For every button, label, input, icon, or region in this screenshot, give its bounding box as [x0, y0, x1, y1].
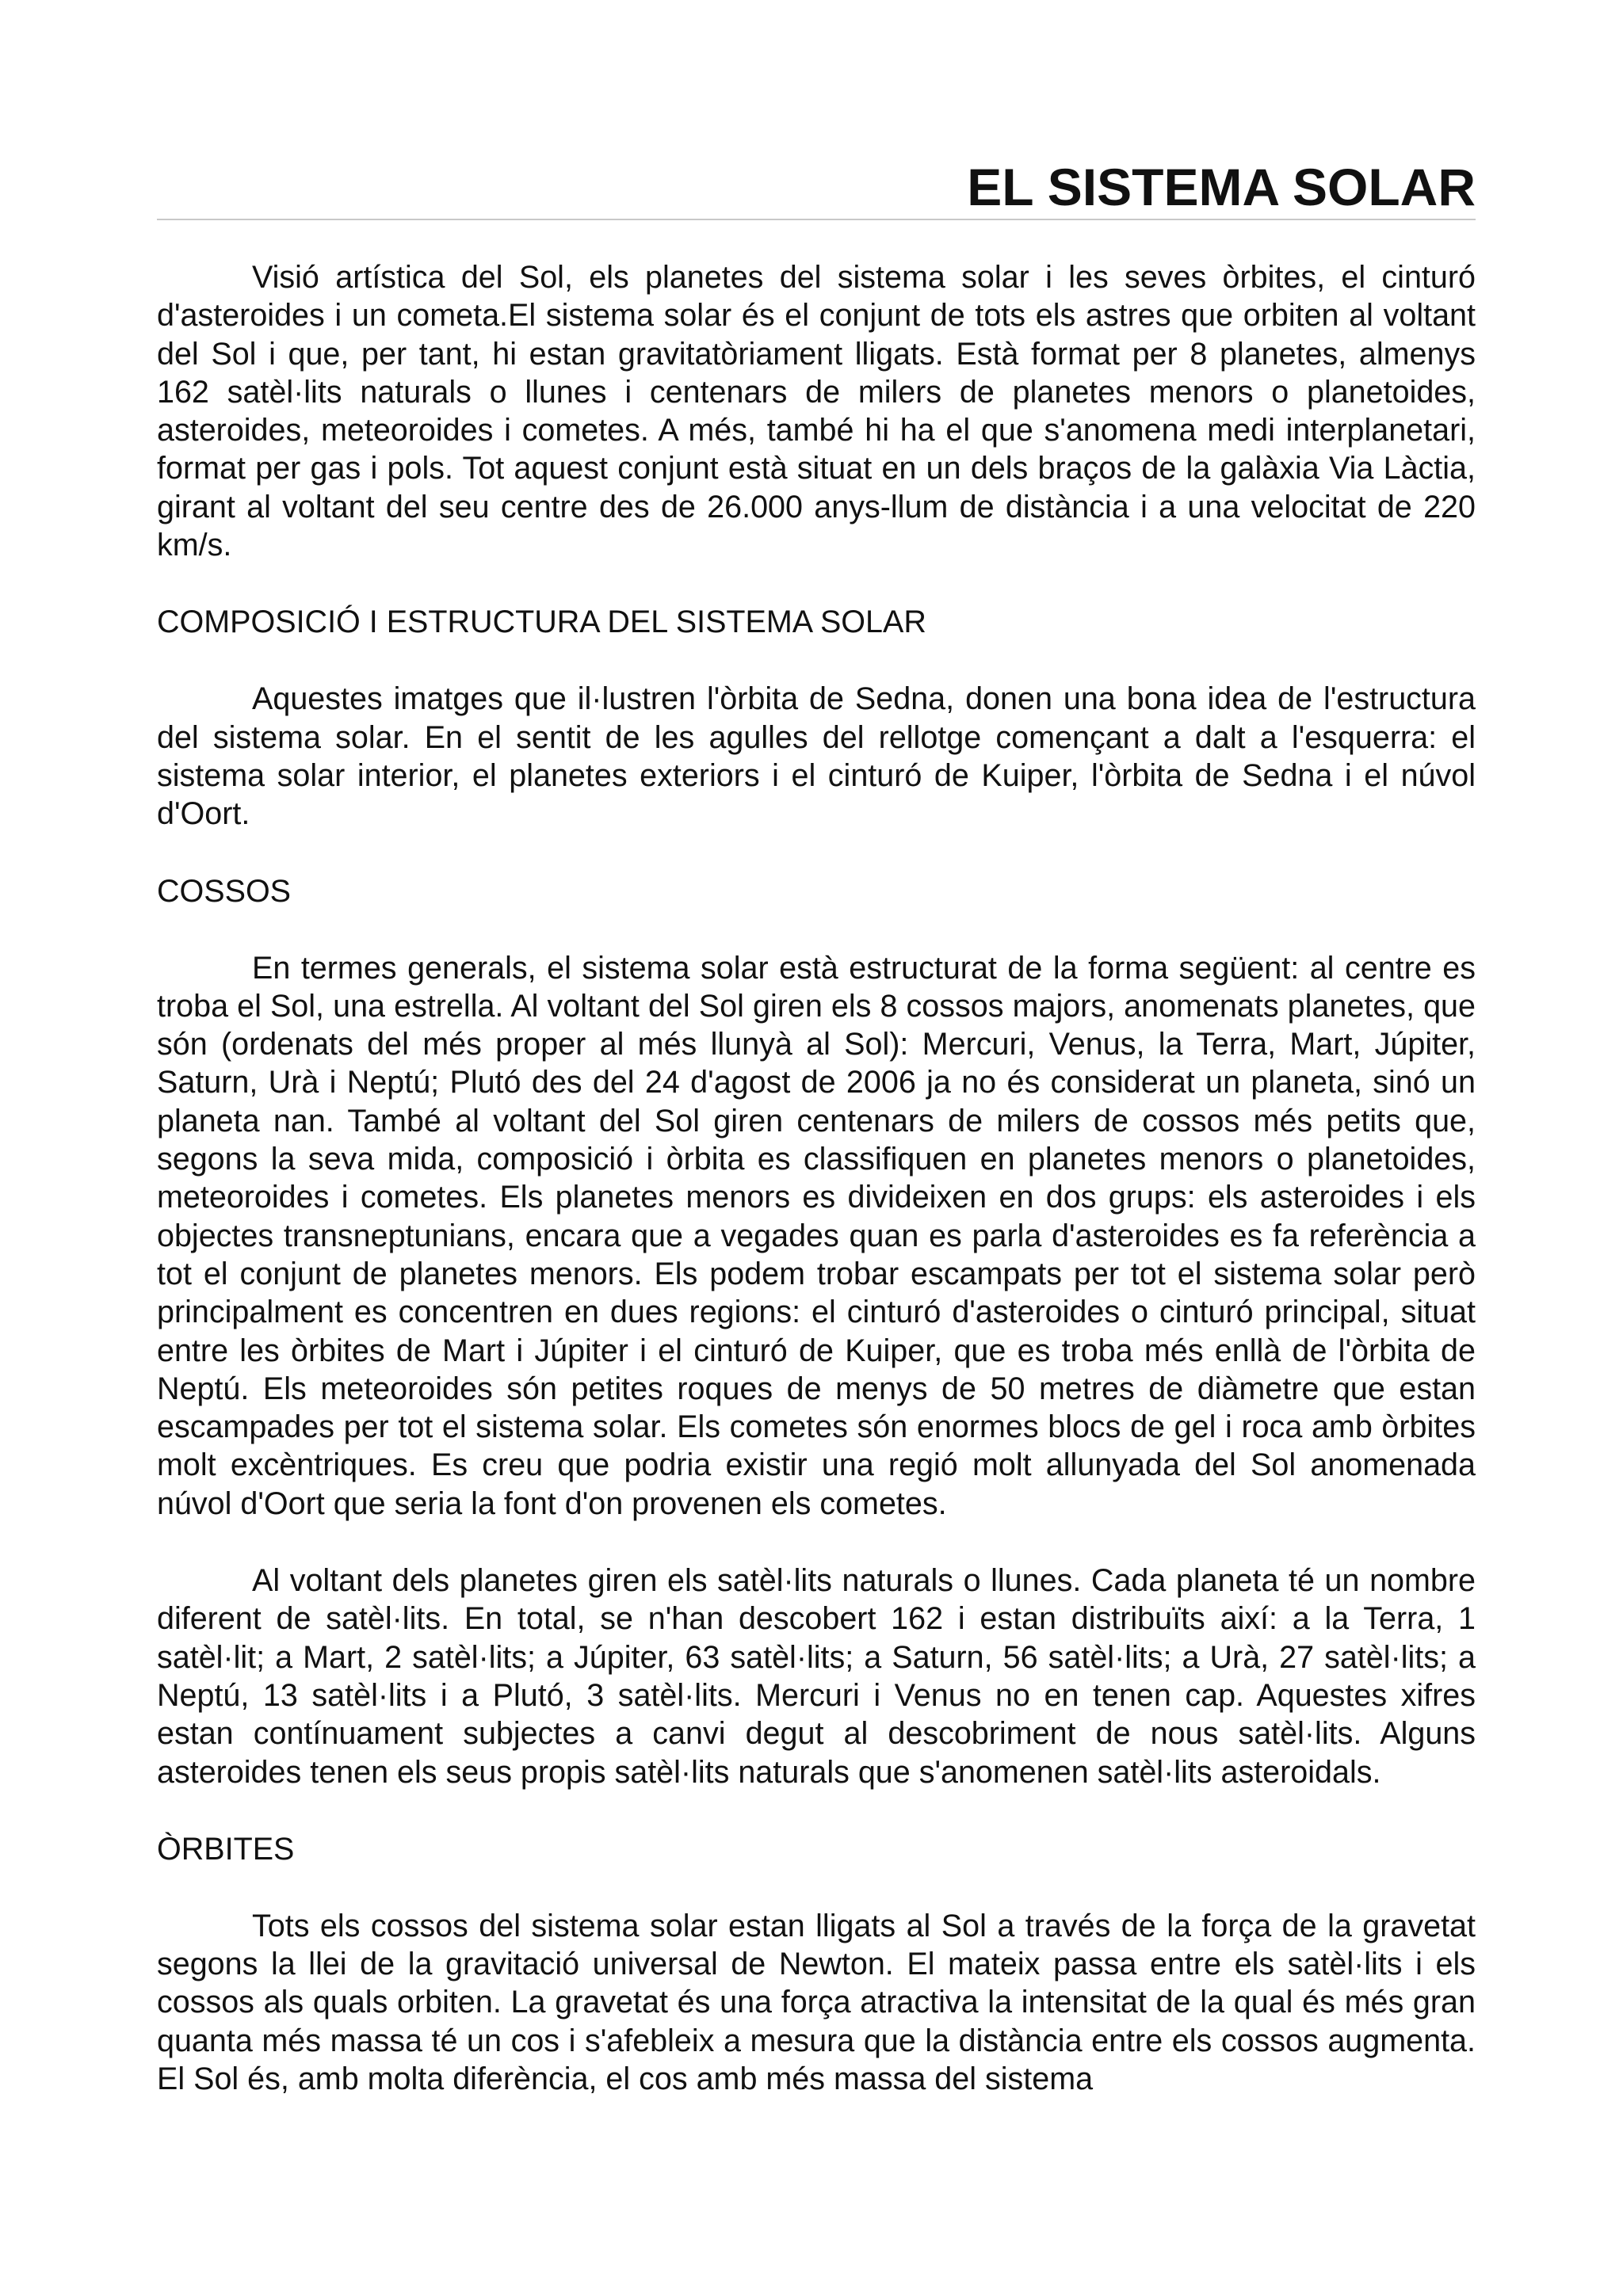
intro-paragraph: Visió artística del Sol, els planetes del sistema solar i les seves òrbites, el cinturó d'asteroides i un cometa.El sistema solar és el conjunt de tots els astres que orbiten al voltant del Sol i que, per tant, hi estan gravitatòriament lligats. Està format per 8 planetes, almenys 162 satèl·lits naturals o llunes i centenars de milers de planetes menors o planetoides, asteroides, meteoroides i cometes. A més, també hi ha el que s'anomena medi interplanetari, format per gas i pols. Tot aquest conjunt està situat en un dels braços de la galàxia Via Làctia, girant al voltant del seu centre des de 26.000 anys-llum de distància i a una velocitat de 220 km/s. — [157, 260, 1476, 563]
section-heading-composicio: COMPOSICIÓ I ESTRUCTURA DEL SISTEMA SOLAR — [157, 605, 926, 640]
composicio-paragraph: Aquestes imatges que il·lustren l'òrbita de Sedna, donen una bona idea de l'estructura del sistema solar. En el sentit de les agulles del rellotge començant a dalt a l'esquerra: el sistema solar interior, el planetes exteriors i el cinturó de Kuiper, l'òrbita de Sedna i el núvol d'Oort. — [157, 681, 1476, 832]
document-title: EL SISTEMA SOLAR — [967, 158, 1476, 216]
cossos-paragraph-1: En termes generals, el sistema solar està estructurat de la forma següent: al centre es troba el Sol, una estrella. Al voltant del Sol giren els 8 cossos majors, anomenats planetes, que són (ordenats del més proper al més llunyà al Sol): Mercuri, Venus, la Terra, Mart, Júpiter, Saturn, Urà i Neptú; Plutó des del 24 d'agost de 2006 ja no és considerat un planeta, sinó un planeta nan. També al voltant del Sol giren centenars de milers de cossos més petits que, segons la seva mida, composició i òrbita es classifiquen en planetes menors o planetoides, meteoroides i cometes. Els planetes menors es divideixen en dos grups: els asteroides i els objectes transneptunians, encara que a vegades quan es parla d'asteroides es fa referència a tot el conjunt de planetes menors. Els podem trobar escampats per tot el sistema solar però principalment es concentren en dues regions: el cinturó d'asteroides o cinturó principal, situat entre les òrbites de Mart i Júpiter i el cinturó de Kuiper, que es troba més enllà de l'òrbita de Neptú. Els meteoroides són petites roques de menys de 50 metres de diàmetre que estan escampades per tot el sistema solar. Els cometes són enormes blocs de gel i roca amb òrbites molt excèntriques. Es creu que podria existir una regió molt allunyada del Sol anomenada núvol d'Oort que seria la font d'on provenen els cometes. — [157, 950, 1476, 1521]
orbites-paragraph: Tots els cossos del sistema solar estan lligats al Sol a través de la força de la gravetat segons la llei de la gravitació universal de Newton. El mateix passa entre els satèl·lits i els cossos als quals orbiten. La gravetat és una força atractiva la intensitat de la qual és més gran quanta més massa té un cos i s'afebleix a mesura que la distància entre els cossos augmenta. El Sol és, amb molta diferència, el cos amb més massa del sistema — [157, 1908, 1476, 2096]
document-page — [157, 155, 1476, 2137]
title-divider — [157, 219, 1476, 220]
section-heading-orbites: ÒRBITES — [157, 1831, 295, 1867]
section-heading-cossos: COSSOS — [157, 873, 292, 909]
cossos-paragraph-2: Al voltant dels planetes giren els satèl·lits naturals o llunes. Cada planeta té un nombre diferent de satèl·lits. En total, se n'han descobert 162 i estan distribuïts així: a la Terra, 1 satèl·lit; a Mart, 2 satèl·lits; a Júpiter, 63 satèl·lits; a Saturn, 56 satèl·lits; a Urà, 27 satèl·lits; a Neptú, 13 satèl·lits i a Plutó, 3 satèl·lits. Mercuri i Venus no en tenen cap. Aquestes xifres estan contínuament subjectes a canvi degut al descobriment de nous satèl·lits. Alguns asteroides tenen els seus propis satèl·lits naturals que s'anomenen satèl·lits asteroidals. — [157, 1563, 1476, 1790]
